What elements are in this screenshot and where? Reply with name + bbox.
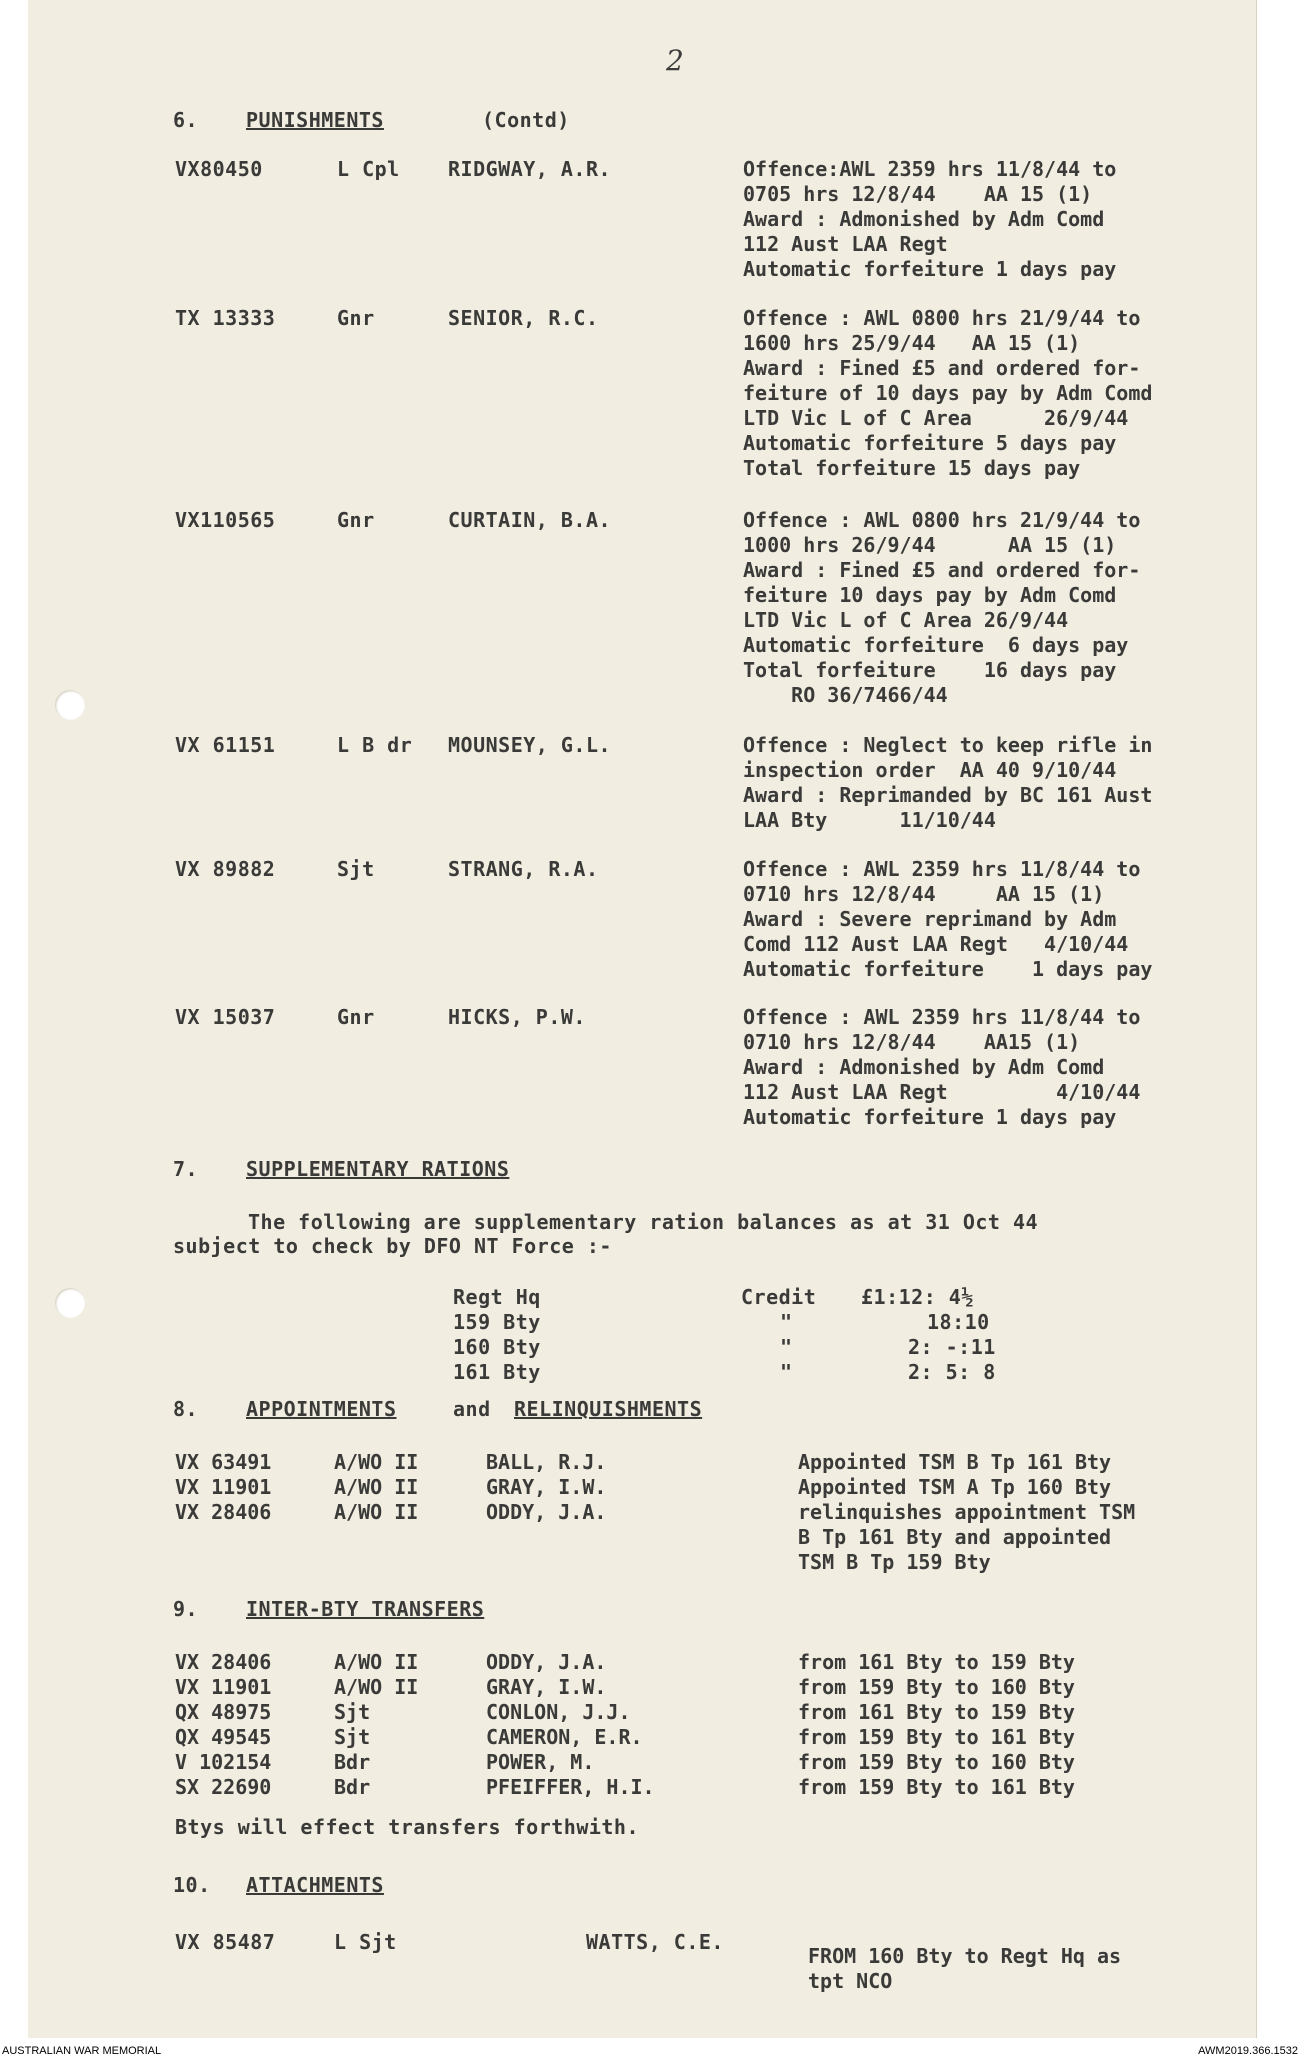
section-title-and: and [453,1397,491,1421]
ration-unit: 160 Bty [453,1335,541,1359]
footer-reference: AWM2019.366.1532 [1198,2045,1298,2057]
name: HICKS, P.W. [448,1005,586,1029]
footer-credit: AUSTRALIAN WAR MEMORIAL [2,2045,162,2057]
service-number: TX 13333 [175,306,276,330]
punch-hole [55,1288,85,1318]
ditto-mark: " [780,1360,793,1384]
service-number: VX 85487 [175,1930,276,1954]
ration-amount: £1:12: 4½ [861,1285,974,1309]
section-title: ATTACHMENTS [246,1873,384,1897]
ration-unit: 159 Bty [453,1310,541,1334]
appointment-ranks: A/WO II A/WO II A/WO II [334,1450,419,1524]
offence-award: Offence : AWL 2359 hrs 11/8/44 to 0710 hrs 12/8/44 AA 15 (1) Award : Severe reprimand by Adm Comd 112 Aust LAA Regt 4/10/44 Automatic forfeiture 1 days pay [743,857,1153,981]
rank: L Sjt [334,1930,397,1954]
transfer-ranks: A/WO II A/WO II Sjt Sjt Bdr Bdr [334,1650,419,1799]
ration-amount: 18:10 [927,1310,990,1334]
rank: Sjt [337,857,375,881]
section-title: APPOINTMENTS [246,1397,397,1421]
document-page [28,0,1256,2038]
transfer-names: ODDY, J.A. GRAY, I.W. CONLON, J.J. CAMERON, E.R. POWER, M. PFEIFFER, H.I. [486,1650,655,1799]
attachment-detail: FROM 160 Bty to Regt Hq as tpt NCO [808,1944,1122,1993]
transfer-note: Btys will effect transfers forthwith. [175,1815,640,1839]
transfer-service-numbers: VX 28406 VX 11901 QX 48975 QX 49545 V 102154 SX 22690 [175,1650,272,1799]
section-title: PUNISHMENTS [246,108,384,132]
section-title: SUPPLEMENTARY RATIONS [246,1157,510,1181]
punch-hole [55,690,85,720]
section-number: 7. [173,1157,199,1181]
appointment-service-numbers: VX 63491 VX 11901 VX 28406 [175,1450,272,1524]
page-number: 2 [666,44,684,77]
rank: L B dr [337,733,413,757]
section-number: 6. [173,108,199,132]
name: SENIOR, R.C. [448,306,599,330]
section-title: RELINQUISHMENTS [514,1397,703,1421]
section-contd: (Contd) [482,108,570,132]
service-number: VX 15037 [175,1005,276,1029]
service-number: VX80450 [175,157,263,181]
service-number: VX110565 [175,508,276,532]
rank: Gnr [337,1005,375,1029]
ditto-mark: " [780,1310,793,1334]
ration-amount: 2: -:11 [908,1335,996,1359]
service-number: VX 61151 [175,733,276,757]
offence-award: Offence : AWL 0800 hrs 21/9/44 to 1000 hrs 26/9/44 AA 15 (1) Award : Fined £5 and ordered for- feiture 10 days pay by Adm Comd LTD Vic L of C Area 26/9/44 Automatic forfeiture 6 days pay Total forfeiture 16 days pay RO 36/7466/44 [743,508,1141,707]
name: STRANG, R.A. [448,857,599,881]
rank: Gnr [337,306,375,330]
offence-award: Offence:AWL 2359 hrs 11/8/44 to 0705 hrs 12/8/44 AA 15 (1) Award : Admonished by Adm Comd 112 Aust LAA Regt Automatic forfeiture 1 days pay [743,157,1117,281]
intro-line: The following are supplementary ration balances as at 31 Oct 44 [248,1210,1039,1234]
name: WATTS, C.E. [586,1930,724,1954]
appointment-names: BALL, R.J. GRAY, I.W. ODDY, J.A. [486,1450,607,1524]
offence-award: Offence : AWL 0800 hrs 21/9/44 to 1600 hrs 25/9/44 AA 15 (1) Award : Fined £5 and ordered for- feiture of 10 days pay by Adm Comd LTD Vic L of C Area 26/9/44 Automatic forfeiture 5 days pay Total forfeiture 15 days pay [743,306,1153,480]
appointment-details: Appointed TSM B Tp 161 Bty Appointed TSM A Tp 160 Bty relinquishes appointment TSM B Tp 161 Bty and appointed TSM B Tp 159 Bty [798,1450,1136,1574]
name: MOUNSEY, G.L. [448,733,612,757]
ration-unit: Regt Hq [453,1285,541,1309]
intro-line: subject to check by DFO NT Force :- [173,1234,612,1258]
ditto-mark: " [780,1335,793,1359]
ration-unit: 161 Bty [453,1360,541,1384]
rank: Gnr [337,508,375,532]
credit-label: Credit [741,1285,817,1309]
offence-award: Offence : AWL 2359 hrs 11/8/44 to 0710 hrs 12/8/44 AA15 (1) Award : Admonished by Adm Comd 112 Aust LAA Regt 4/10/44 Automatic forfeiture 1 days pay [743,1005,1141,1129]
name: RIDGWAY, A.R. [448,157,612,181]
ration-amount: 2: 5: 8 [908,1360,996,1384]
section-title: INTER-BTY TRANSFERS [246,1597,485,1621]
transfer-moves: from 161 Bty to 159 Bty from 159 Bty to 160 Bty from 161 Bty to 159 Bty from 159 Bty to 161 Bty from 159 Bty to 160 Bty from 159 Bty to 161 Bty [798,1650,1075,1799]
section-number: 9. [173,1597,199,1621]
rank: L Cpl [337,157,400,181]
name: CURTAIN, B.A. [448,508,612,532]
section-number: 8. [173,1397,199,1421]
service-number: VX 89882 [175,857,276,881]
section-number: 10. [173,1873,211,1897]
offence-award: Offence : Neglect to keep rifle in inspection order AA 40 9/10/44 Award : Reprimanded by BC 161 Aust LAA Bty 11/10/44 [743,733,1153,832]
